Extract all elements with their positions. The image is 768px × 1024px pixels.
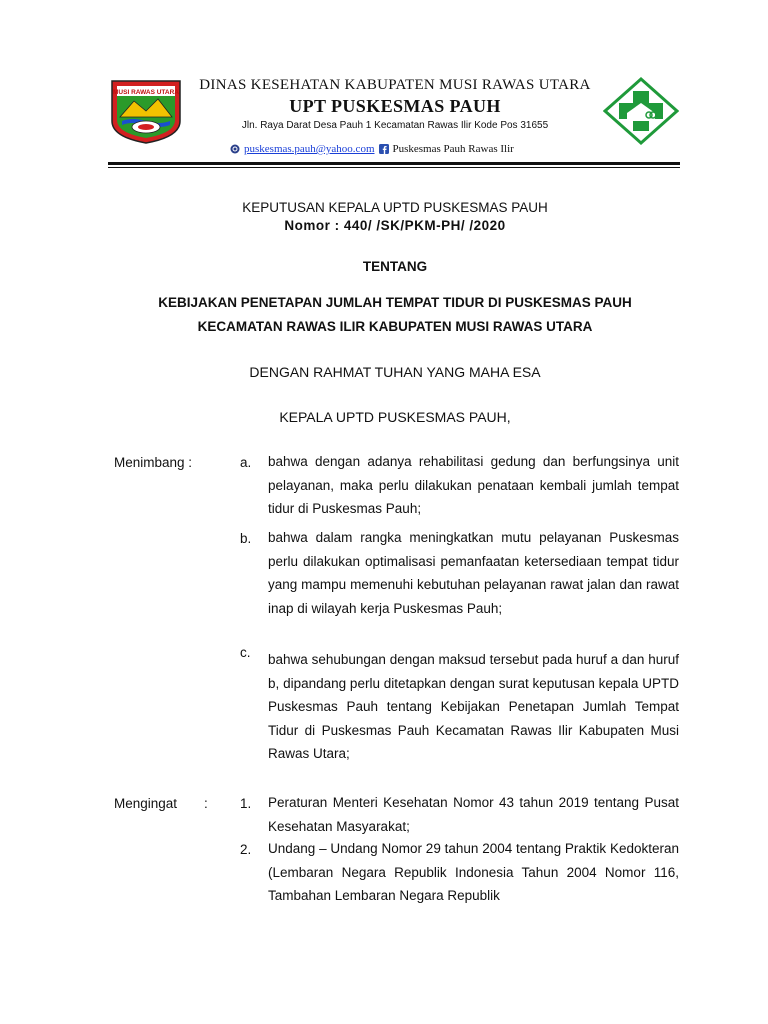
letterhead-divider-thick: [108, 162, 680, 165]
menimbang-item-b: bahwa dalam rangka meningkatkan mutu pelayanan Puskesmas perlu dilakukan optimalisasi pemanfaatan ketersediaan tempat tidur yang mampu memenuhi kebutuhan pelayanan rawat jalan dan rawat inap di wilayah kerja Puskesmas Pauh;: [268, 530, 679, 616]
menimbang-item-a: bahwa dengan adanya rehabilitasi gedung dan berfungsinya unit pelayanan, maka perlu dilakukan penataan kembali jumlah tempat tidur di Puskesmas Pauh;: [268, 454, 679, 516]
puskesmas-cross-logo-icon: [603, 77, 679, 145]
emblem-lettering: MUSI RAWAS UTARA: [113, 89, 179, 96]
mengingat-item-2: Undang – Undang Nomor 29 tahun 2004 tentang Praktik Kedokteran (Lembaran Negara Republik Indonesia Tahun 2004 Nomor 116, Tambahan Lembaran Negara Republik: [268, 841, 679, 903]
letterhead-agency: DINAS KESEHATAN KABUPATEN MUSI RAWAS UTARA: [199, 77, 591, 93]
mengingat-marker-2: 2.: [240, 842, 252, 857]
letterhead-divider-thin: [108, 167, 680, 168]
decree-subject-line-2: KECAMATAN RAWAS ILIR KABUPATEN MUSI RAWAS UTARA: [197, 319, 593, 334]
musi-rawas-utara-emblem-icon: [108, 77, 184, 145]
letterhead-unit: UPT PUSKESMAS PAUH: [289, 96, 501, 116]
decree-number: Nomor : 440/ /SK/PKM-PH/ /2020: [284, 218, 506, 233]
decree-blessing: DENGAN RAHMAT TUHAN YANG MAHA ESA: [249, 364, 541, 380]
letterhead-address: Jln. Raya Darat Desa Pauh 1 Kecamatan Rawas Ilir Kode Pos 31655: [241, 120, 549, 131]
decree-issuer: KEPALA UPTD PUSKESMAS PAUH,: [279, 409, 511, 425]
menimbang-marker-a: a.: [240, 455, 252, 470]
letterhead-contacts: [230, 143, 570, 155]
mengingat-label: Mengingat: [114, 796, 178, 811]
menimbang-marker-c: c.: [240, 645, 251, 660]
menimbang-marker-b: b.: [240, 531, 252, 546]
email-icon: [230, 144, 240, 154]
decree-subject-line-1: KEBIJAKAN PENETAPAN JUMLAH TEMPAT TIDUR DI PUSKESMAS PAUH: [158, 295, 632, 310]
mengingat-colon: :: [204, 796, 208, 811]
menimbang-label: Menimbang :: [114, 455, 193, 470]
decree-about: TENTANG: [362, 259, 428, 274]
menimbang-item-c: bahwa sehubungan dengan maksud tersebut pada huruf a dan huruf b, dipandang perlu ditetapkan dengan surat keputusan kepala UPTD Puskesmas Pauh tentang Kebijakan Penetapan Jumlah Tempat Tidur di Puskesmas Pauh Kecamatan Rawas Ilir Kabupaten Musi Rawas Utara;: [268, 652, 679, 761]
decree-title: KEPUTUSAN KEPALA UPTD PUSKESMAS PAUH: [242, 200, 548, 215]
email-link[interactable]: puskesmas.pauh@yahoo.com: [244, 143, 375, 155]
mengingat-marker-1: 1.: [240, 796, 252, 811]
facebook-icon: [379, 144, 389, 154]
mengingat-item-1: Peraturan Menteri Kesehatan Nomor 43 tahun 2019 tentang Pusat Kesehatan Masyarakat;: [268, 795, 679, 834]
facebook-page-name: Puskesmas Pauh Rawas Ilir: [392, 143, 514, 155]
